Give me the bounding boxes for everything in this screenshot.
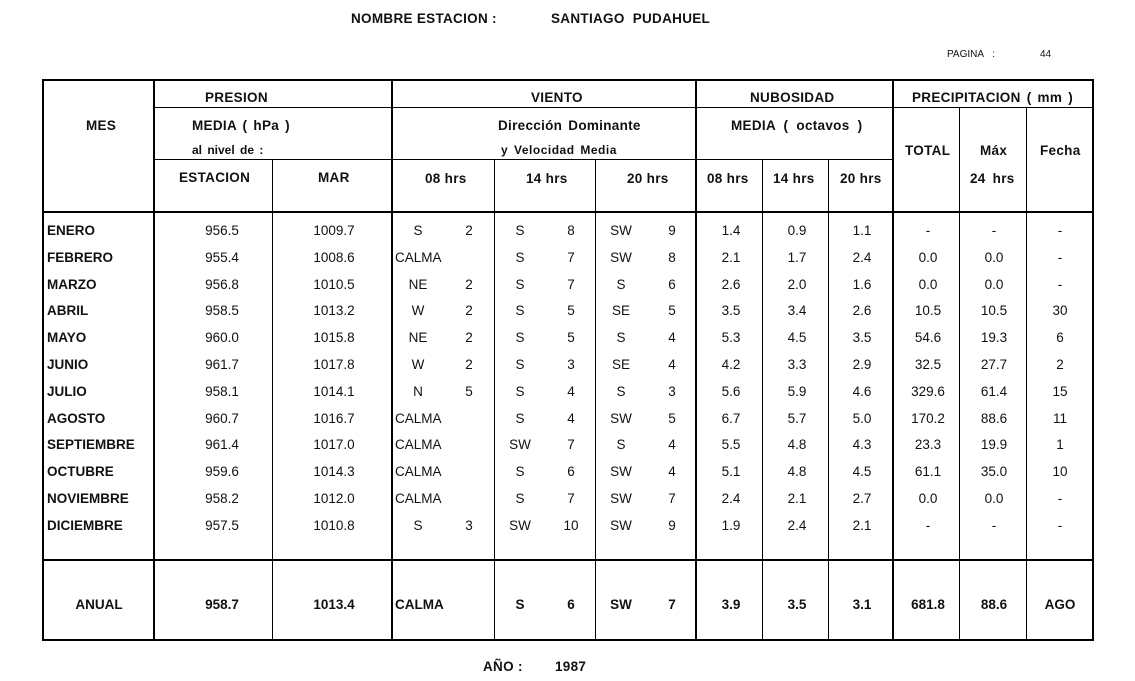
cell-n14: 4.8	[787, 437, 807, 453]
header-mes: MES	[86, 118, 117, 133]
cell-n08: 6.7	[721, 410, 741, 426]
table-top-border	[42, 79, 1094, 81]
cell-precip-total: 32.5	[914, 357, 942, 372]
cell-mar: 1014.3	[313, 464, 355, 480]
cell-n14: 3.5	[787, 597, 807, 612]
cell-mar: 1010.5	[313, 276, 355, 292]
cell-v14-vel: 7	[567, 491, 575, 506]
cell-n08: 3.5	[721, 303, 741, 319]
cell-v20-vel: 9	[668, 223, 676, 238]
cell-v14-vel: 4	[567, 383, 575, 399]
cell-n14: 5.7	[787, 410, 807, 426]
cell-v14-dir: SW	[509, 437, 531, 453]
cell-mar: 1017.0	[313, 437, 355, 453]
header-presion-nivel: al nivel de :	[192, 143, 264, 157]
cell-v14-vel: 6	[567, 597, 575, 612]
cell-v14-dir: S	[515, 303, 525, 319]
header-divider-2	[154, 159, 894, 160]
cell-v20-vel: 3	[668, 383, 676, 399]
cell-precip-total: 0.0	[918, 249, 938, 265]
cell-n20: 2.9	[852, 357, 872, 372]
cell-estacion: 957.5	[205, 517, 239, 533]
col-divider-estacion	[272, 159, 273, 640]
col-divider-max	[1026, 107, 1027, 640]
cell-v14-vel: 8	[567, 223, 575, 238]
header-viento-direccion: Dirección Dominante	[498, 118, 641, 133]
header-nubosidad: NUBOSIDAD	[750, 90, 835, 105]
cell-v14-dir: S	[515, 597, 525, 612]
cell-precip-total: -	[925, 517, 931, 533]
cell-v14-dir: S	[515, 223, 525, 238]
cell-n08: 4.2	[721, 357, 741, 372]
cell-precip-fecha: 30	[1052, 303, 1068, 319]
header-viento-velocidad: y Velocidad Media	[501, 143, 617, 157]
header-precipitacion: PRECIPITACION ( mm )	[912, 90, 1074, 105]
cell-v20-dir: SW	[610, 249, 632, 265]
cell-v20-vel: 5	[668, 410, 676, 426]
cell-v14-vel: 7	[567, 437, 575, 453]
cell-mar: 1009.7	[313, 223, 355, 238]
cell-mar: 1008.6	[313, 249, 355, 265]
header-nubosidad-media: MEDIA ( octavos )	[731, 118, 863, 133]
cell-mes: FEBRERO	[47, 249, 114, 265]
cell-precip-fecha: -	[1057, 249, 1063, 265]
cell-estacion: 960.0	[205, 330, 239, 346]
cell-precip-fecha: 15	[1052, 383, 1068, 399]
cell-estacion: 961.7	[205, 357, 239, 372]
cell-mar: 1014.1	[313, 383, 355, 399]
cell-estacion: 956.5	[205, 223, 239, 238]
cell-v08-vel: 2	[465, 357, 473, 372]
cell-mes: OCTUBRE	[47, 464, 114, 480]
cell-precip-fecha: 2	[1056, 357, 1064, 372]
cell-estacion: 958.1	[205, 383, 239, 399]
cell-precip-max: 88.6	[980, 597, 1008, 612]
cell-v20-vel: 6	[668, 276, 676, 292]
cell-mes: NOVIEMBRE	[47, 491, 129, 506]
cell-estacion: 956.8	[205, 276, 239, 292]
cell-estacion: 958.7	[205, 597, 239, 612]
cell-estacion: 960.7	[205, 410, 239, 426]
cell-v20-dir: SE	[611, 303, 630, 319]
cell-precip-fecha: AGO	[1044, 597, 1076, 612]
cell-precip-total: 329.6	[911, 383, 945, 399]
cell-v14-vel: 7	[567, 249, 575, 265]
cell-mar: 1010.8	[313, 517, 355, 533]
header-nubosidad-08: 08 hrs	[707, 171, 749, 186]
cell-v14-dir: S	[515, 330, 525, 346]
cell-mar: 1013.2	[313, 303, 355, 319]
cell-v08-dir: CALMA	[395, 437, 442, 453]
cell-v20-dir: S	[616, 437, 626, 453]
cell-n20: 2.4	[852, 249, 872, 265]
cell-v20-vel: 7	[668, 491, 676, 506]
cell-v14-vel: 4	[567, 410, 575, 426]
col-divider-mes	[153, 79, 155, 641]
cell-estacion: 958.5	[205, 303, 239, 319]
cell-n20: 1.1	[852, 223, 872, 238]
cell-n08: 2.1	[721, 249, 741, 265]
header-bottom-border	[42, 211, 1094, 213]
cell-precip-max: 10.5	[980, 303, 1008, 319]
cell-n08: 3.9	[721, 597, 741, 612]
cell-v08-dir: CALMA	[395, 249, 442, 265]
cell-v08-dir: W	[411, 357, 425, 372]
cell-mes: JULIO	[47, 383, 87, 399]
cell-precip-max: 0.0	[984, 491, 1004, 506]
cell-v20-vel: 4	[668, 464, 676, 480]
cell-v08-vel: 3	[465, 517, 473, 533]
cell-n20: 4.3	[852, 437, 872, 453]
cell-v08-dir: NE	[408, 276, 428, 292]
cell-precip-fecha: -	[1057, 517, 1063, 533]
cell-v08-vel: 2	[465, 330, 473, 346]
cell-precip-max: 0.0	[984, 249, 1004, 265]
cell-n08: 5.5	[721, 437, 741, 453]
cell-n20: 1.6	[852, 276, 872, 292]
cell-mar: 1017.8	[313, 357, 355, 372]
cell-v14-dir: S	[515, 410, 525, 426]
cell-v20-vel: 4	[668, 357, 676, 372]
cell-v14-vel: 5	[567, 330, 575, 346]
cell-v08-dir: S	[413, 223, 423, 238]
cell-n20: 4.5	[852, 464, 872, 480]
cell-precip-total: 170.2	[911, 410, 945, 426]
cell-precip-total: 54.6	[914, 330, 942, 346]
cell-v14-dir: S	[515, 383, 525, 399]
cell-v08-dir: CALMA	[395, 410, 442, 426]
table-bottom-border	[42, 639, 1094, 641]
cell-estacion: 959.6	[205, 464, 239, 480]
cell-v08-dir: S	[413, 517, 423, 533]
cell-v20-dir: SE	[611, 357, 630, 372]
page-number: 44	[1040, 49, 1052, 60]
cell-precip-total: 61.1	[914, 464, 942, 480]
cell-mes: JUNIO	[47, 357, 89, 372]
cell-precip-total: 0.0	[918, 276, 938, 292]
cell-v14-vel: 3	[567, 357, 575, 372]
cell-v14-vel: 6	[567, 464, 575, 480]
cell-mes: SEPTIEMBRE	[47, 437, 135, 453]
cell-v14-dir: SW	[509, 517, 531, 533]
cell-v08-dir: NE	[408, 330, 428, 346]
cell-mar: 1016.7	[313, 410, 355, 426]
cell-mes: MAYO	[47, 330, 87, 346]
cell-v14-dir: S	[515, 357, 525, 372]
cell-precip-total: 10.5	[914, 303, 942, 319]
cell-v08-dir: N	[413, 383, 423, 399]
cell-mes: DICIEMBRE	[47, 517, 123, 533]
cell-n14: 2.1	[787, 491, 807, 506]
cell-mes: ANUAL	[75, 597, 123, 612]
cell-v08-dir: W	[411, 303, 425, 319]
cell-precip-fecha: -	[1057, 223, 1063, 238]
header-estacion: ESTACION	[179, 170, 251, 185]
cell-v20-vel: 9	[668, 517, 676, 533]
header-precip-24hrs: 24 hrs	[970, 171, 1015, 186]
header-viento: VIENTO	[531, 90, 583, 105]
cell-v08-dir: CALMA	[395, 597, 444, 612]
cell-mar: 1012.0	[313, 491, 355, 506]
cell-n14: 4.5	[787, 330, 807, 346]
cell-precip-fecha: 11	[1052, 410, 1067, 426]
cell-v20-dir: SW	[610, 464, 632, 480]
cell-mes: AGOSTO	[47, 410, 106, 426]
cell-v08-dir: CALMA	[395, 491, 442, 506]
cell-v08-vel: 2	[465, 303, 473, 319]
table-left-border	[42, 79, 44, 641]
page-label: PAGINA :	[947, 49, 996, 60]
cell-mar: 1013.4	[313, 597, 355, 612]
header-nubosidad-14: 14 hrs	[773, 171, 815, 186]
cell-precip-total: 681.8	[911, 597, 945, 612]
cell-n20: 4.6	[852, 383, 872, 399]
cell-v08-vel: 2	[465, 223, 473, 238]
cell-n08: 2.4	[721, 491, 741, 506]
cell-precip-max: 0.0	[984, 276, 1004, 292]
cell-v20-dir: S	[616, 383, 626, 399]
cell-v08-dir: CALMA	[395, 464, 442, 480]
header-nubosidad-20: 20 hrs	[840, 171, 882, 186]
cell-n14: 5.9	[787, 383, 807, 399]
cell-n20: 3.5	[852, 330, 872, 346]
cell-mes: ABRIL	[47, 303, 89, 319]
cell-estacion: 961.4	[205, 437, 239, 453]
cell-v14-vel: 10	[563, 517, 579, 533]
cell-v14-vel: 7	[567, 276, 575, 292]
cell-n08: 5.1	[721, 464, 741, 480]
cell-precip-max: 61.4	[980, 383, 1008, 399]
header-divider-1	[154, 107, 1093, 108]
cell-precip-max: -	[991, 223, 997, 238]
year-value: 1987	[555, 659, 587, 674]
cell-v20-vel: 4	[668, 437, 676, 453]
cell-v08-vel: 2	[465, 276, 473, 292]
cell-n20: 2.1	[852, 517, 872, 533]
cell-estacion: 955.4	[205, 249, 239, 265]
cell-n14: 0.9	[787, 223, 807, 238]
header-viento-14: 14 hrs	[526, 171, 568, 186]
cell-v20-dir: SW	[610, 410, 632, 426]
cell-precip-fecha: -	[1057, 276, 1063, 292]
cell-v20-vel: 5	[668, 303, 676, 319]
cell-v20-vel: 8	[668, 249, 676, 265]
cell-precip-max: 88.6	[980, 410, 1008, 426]
cell-v20-dir: SW	[610, 597, 632, 612]
cell-precip-max: 19.3	[980, 330, 1008, 346]
cell-precip-fecha: 10	[1052, 464, 1068, 480]
cell-precip-max: -	[991, 517, 997, 533]
cell-n08: 5.6	[721, 383, 741, 399]
cell-v20-dir: S	[616, 276, 626, 292]
cell-precip-total: 23.3	[914, 437, 942, 453]
cell-v20-dir: S	[616, 330, 626, 346]
cell-v20-dir: SW	[610, 517, 632, 533]
header-mar: MAR	[318, 170, 350, 185]
cell-precip-total: 0.0	[918, 491, 938, 506]
cell-n08: 1.9	[721, 517, 741, 533]
cell-v20-dir: SW	[610, 223, 632, 238]
header-viento-08: 08 hrs	[425, 171, 467, 186]
cell-v14-dir: S	[515, 276, 525, 292]
cell-n14: 3.3	[787, 357, 807, 372]
header-precip-max: Máx	[980, 143, 1008, 158]
cell-v14-dir: S	[515, 249, 525, 265]
cell-precip-fecha: 1	[1056, 437, 1064, 453]
header-presion-media: MEDIA ( hPa )	[192, 118, 290, 133]
cell-precip-max: 27.7	[980, 357, 1008, 372]
annual-top-border	[42, 559, 1094, 561]
cell-estacion: 958.2	[205, 491, 239, 506]
cell-precip-fecha: 6	[1056, 330, 1064, 346]
cell-n20: 2.7	[852, 491, 872, 506]
cell-v20-vel: 4	[668, 330, 676, 346]
header-precip-fecha: Fecha	[1040, 143, 1081, 158]
cell-mes: MARZO	[47, 276, 97, 292]
year-label: AÑO :	[483, 659, 523, 674]
cell-precip-fecha: -	[1057, 491, 1063, 506]
cell-n08: 5.3	[721, 330, 741, 346]
cell-n20: 3.1	[852, 597, 872, 612]
header-precip-total: TOTAL	[905, 143, 951, 158]
cell-precip-max: 19.9	[980, 437, 1008, 453]
cell-v20-dir: SW	[610, 491, 632, 506]
cell-n14: 4.8	[787, 464, 807, 480]
cell-n20: 2.6	[852, 303, 872, 319]
cell-v08-vel: 5	[465, 383, 473, 399]
cell-n14: 1.7	[787, 249, 807, 265]
station-label: NOMBRE ESTACION :	[351, 11, 497, 26]
cell-v14-dir: S	[515, 491, 525, 506]
cell-n14: 2.0	[787, 276, 807, 292]
cell-n14: 3.4	[787, 303, 807, 319]
cell-n08: 1.4	[721, 223, 741, 238]
cell-n08: 2.6	[721, 276, 741, 292]
cell-precip-max: 35.0	[980, 464, 1008, 480]
cell-n20: 5.0	[852, 410, 872, 426]
cell-n14: 2.4	[787, 517, 807, 533]
cell-v20-vel: 7	[668, 597, 676, 612]
header-viento-20: 20 hrs	[627, 171, 669, 186]
cell-mar: 1015.8	[313, 330, 355, 346]
cell-v14-vel: 5	[567, 303, 575, 319]
cell-mes: ENERO	[47, 223, 96, 238]
station-name: SANTIAGO PUDAHUEL	[551, 11, 711, 26]
col-divider-total	[959, 107, 960, 640]
cell-v14-dir: S	[515, 464, 525, 480]
header-presion: PRESION	[205, 90, 268, 105]
cell-precip-total: -	[925, 223, 931, 238]
